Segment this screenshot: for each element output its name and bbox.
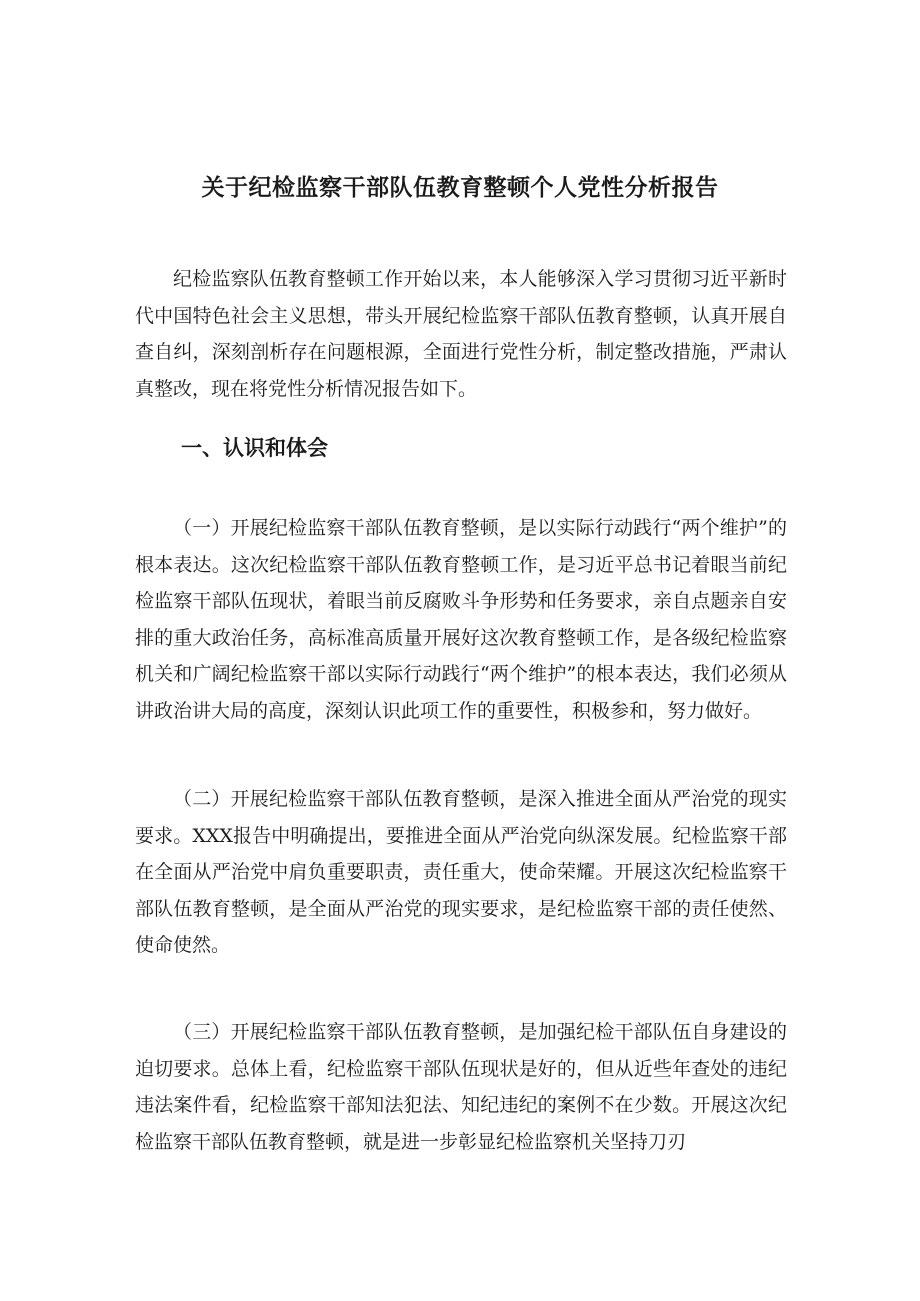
paragraph-1: （一）开展纪检监察干部队伍教育整顿，是以实际行动践行“两个维护”的根本表达。这次纪检监察干部队伍教育整顿工作，是习近平总书记着眼当前纪检监察干部队伍现状，着眼当前反腐败斗争形势和任务要求，亲自点题亲自安排的重大政治任务，高标准高质量开展好这次教育整顿工作，是各级纪检监察机关和广阔纪检监察干部以实际行动践行“两个维护”的根本表达，我们必须从讲政治讲大局的高度，深刻认识此项工作的重要性，积极参和，努力做好。	[135, 517, 787, 722]
paragraph-3: （三）开展纪检监察干部队伍教育整顿，是加强纪检干部队伍自身建设的迫切要求。总体上看，纪检监察干部队伍现状是好的，但从近些年查处的违纪违法案件看，纪检监察干部知法犯法、知纪违纪的案例不在少数。开展这次纪检监察干部队伍教育整顿，就是进一步彰显纪检监察机关坚持刀刃	[135, 1021, 787, 1153]
page-title: 关于纪检监察干部队伍教育整顿个人党性分析报告	[201, 175, 719, 201]
section-heading: 一、认识和体会	[181, 436, 328, 460]
intro-paragraph: 纪检监察队伍教育整顿工作开始以来，本人能够深入学习贯彻习近平新时代中国特色社会主义思想，带头开展纪检监察干部队伍教育整顿，认真开展自查自纠，深刻剖析存在问题根源，全面进行党性分析，制定整改措施，严肃认真整改，现在将党性分析情况报告如下。	[135, 268, 787, 400]
paragraph-2: （二）开展纪检监察干部队伍教育整顿，是深入推进全面从严治党的现实要求。XXX报告中明确提出，要推进全面从严治党向纵深发展。纪检监察干部在全面从严治党中肩负重要职责，责任重大，使命荣耀。开展这次纪检监察干部队伍教育整顿，是全面从严治党的现实要求，是纪检监察干部的责任使然、使命使然。	[135, 788, 787, 956]
